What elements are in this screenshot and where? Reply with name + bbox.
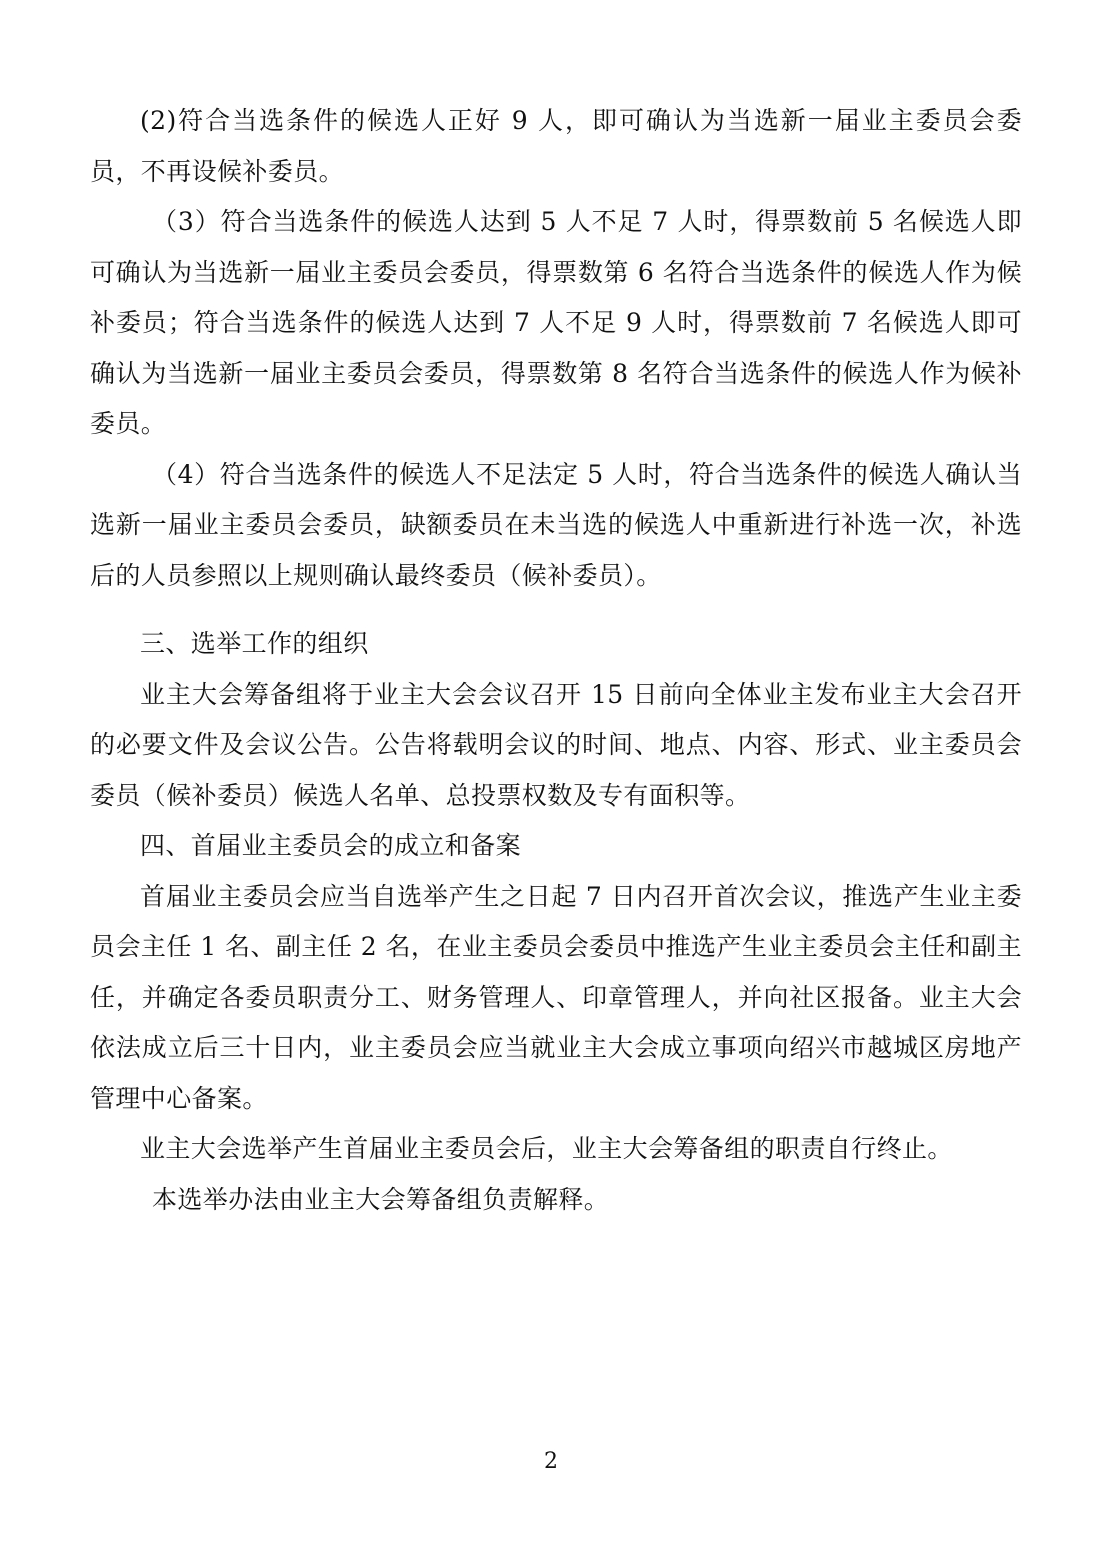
section-4-heading: 四、首届业主委员会的成立和备案 <box>140 831 522 860</box>
clause-3-paragraph: （3）符合当选条件的候选人达到 5 人不足 7 人时，得票数前 5 名候选人即可确认为当选新一届业主委员会委员，得票数第 6 名符合当选条件的候选人作为候补委员；符合当选条件的候选人达到 7 人不足 9 人时，得票数前 7 名候选人即可确认为当选新一届业主委员会委员，得票数第 8 名符合当选条件的候选人作为候补委员。 <box>90 207 1022 438</box>
clause-4-paragraph: （4）符合当选条件的候选人不足法定 5 人时，符合当选条件的候选人确认当选新一届业主委员会委员，缺额委员在未当选的候选人中重新进行补选一次，补选后的人员参照以上规则确认最终委员（候补委员）。 <box>90 459 1022 590</box>
clause-2-paragraph: (2)符合当选条件的候选人正好 9 人，即可确认为当选新一届业主委员会委员，不再设候补委员。 <box>90 106 1022 186</box>
section-3-paragraph: 业主大会筹备组将于业主大会会议召开 15 日前向全体业主发布业主大会召开的必要文件及会议公告。公告将载明会议的时间、地点、内容、形式、业主委员会委员（候补委员）候选人名单、总投票权数及专有面积等。 <box>90 679 1022 810</box>
interpretation-paragraph: 本选举办法由业主大会筹备组负责解释。 <box>152 1184 610 1214</box>
page-number: 2 <box>544 1449 558 1474</box>
document-body <box>90 96 1022 1225</box>
section-4-paragraph: 首届业主委员会应当自选举产生之日起 7 日内召开首次会议，推选产生业主委员会主任 1 名、副主任 2 名，在业主委员会委员中推选产生业主委员会主任和副主任，并确定各委员职责分工、财务管理人、印章管理人，并向社区报备。业主大会依法成立后三十日内，业主委员会应当就业主大会成立事项向绍兴市越城区房地产管理中心备案。 <box>90 881 1022 1113</box>
termination-paragraph: 业主大会选举产生首届业主委员会后，业主大会筹备组的职责自行终止。 <box>140 1134 953 1163</box>
section-3-heading: 三、选举工作的组织 <box>140 629 369 658</box>
